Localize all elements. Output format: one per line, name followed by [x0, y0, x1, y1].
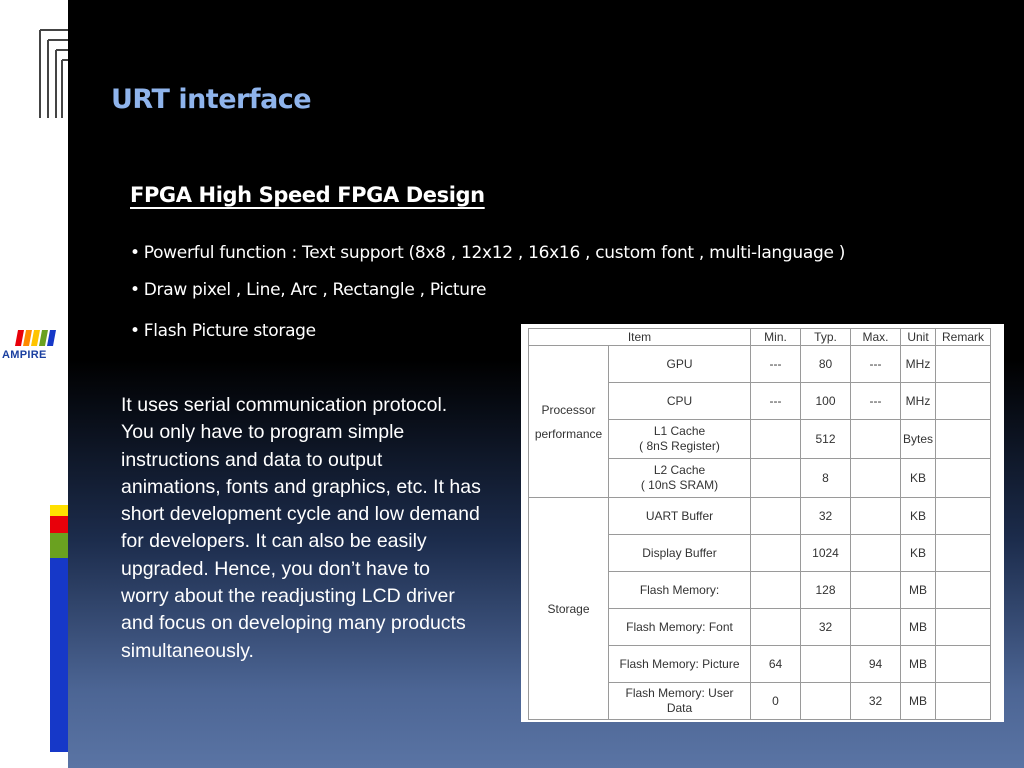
item-cell — [609, 535, 751, 572]
remark-cell — [936, 609, 991, 646]
min-cell: --- — [751, 346, 801, 383]
group-label: Processor — [541, 402, 596, 417]
item-cell — [609, 683, 751, 720]
typ-cell: 128 — [801, 572, 851, 609]
typ-cell: 512 — [801, 420, 851, 459]
group-label-cell — [529, 346, 609, 498]
table-row — [529, 498, 991, 535]
max-cell — [851, 498, 901, 535]
item-cell — [609, 459, 751, 498]
min-cell — [751, 459, 801, 498]
header-typ: Typ. — [801, 329, 851, 346]
group-label: Storage — [547, 601, 590, 616]
min-cell — [751, 420, 801, 459]
remark-cell — [936, 346, 991, 383]
header-min: Min. — [751, 329, 801, 346]
header-unit: Unit — [901, 329, 936, 346]
bullet-item: • Powerful function : Text support (8x8 , 12x12 , 16x16 , custom font , multi-language ) — [130, 243, 845, 263]
slide-subtitle: FPGA High Speed FPGA Design — [130, 183, 485, 207]
min-cell: --- — [751, 383, 801, 420]
remark-cell — [936, 459, 991, 498]
table-row — [529, 346, 991, 383]
spec-table-image — [521, 324, 1004, 722]
max-cell — [851, 459, 901, 498]
remark-cell — [936, 498, 991, 535]
typ-cell: 8 — [801, 459, 851, 498]
decorative-window-lines — [0, 0, 68, 150]
group-label: performance — [534, 426, 603, 441]
item-label: Display Buffer — [642, 545, 717, 560]
item-label: UART Buffer — [645, 508, 714, 523]
item-label: ( 10nS SRAM) — [640, 478, 719, 492]
typ-cell: 100 — [801, 383, 851, 420]
typ-cell: 1024 — [801, 535, 851, 572]
typ-cell — [801, 646, 851, 683]
unit-cell: MHz — [901, 346, 936, 383]
min-cell — [751, 609, 801, 646]
remark-cell — [936, 646, 991, 683]
item-label: GPU — [666, 356, 693, 371]
bullet-item: • Flash Picture storage — [130, 321, 316, 341]
item-label: ( 8nS Register) — [639, 439, 720, 453]
max-cell: --- — [851, 383, 901, 420]
item-label: L1 Cache — [653, 424, 706, 438]
unit-cell: KB — [901, 459, 936, 498]
item-cell — [609, 609, 751, 646]
typ-cell: 32 — [801, 609, 851, 646]
item-cell — [609, 572, 751, 609]
item-label: Flash Memory: Font — [626, 619, 733, 634]
color-bars — [50, 505, 68, 752]
unit-cell: KB — [901, 498, 936, 535]
item-label: CPU — [666, 393, 693, 408]
header-remark: Remark — [936, 329, 991, 346]
unit-cell: Bytes — [901, 420, 936, 459]
unit-cell: KB — [901, 535, 936, 572]
min-cell — [751, 498, 801, 535]
remark-cell — [936, 420, 991, 459]
item-cell — [609, 346, 751, 383]
description-paragraph: It uses serial communication protocol. You only have to program simple instructions and data to output animations, fonts and graphics, etc. It has short development cycle and low demand for developers. It can also be easily upgraded. Hence, you don’t have to worry about the readjusting LCD driver and focus on developing many products simultaneously. — [121, 394, 481, 662]
remark-cell — [936, 683, 991, 720]
header-item: Item — [529, 329, 751, 346]
item-label: Flash Memory: Picture — [619, 656, 740, 671]
header-max: Max. — [851, 329, 901, 346]
max-cell — [851, 535, 901, 572]
spec-table — [528, 328, 991, 720]
item-cell — [609, 498, 751, 535]
unit-cell: MB — [901, 683, 936, 720]
max-cell — [851, 572, 901, 609]
max-cell: --- — [851, 346, 901, 383]
spec-table-body — [529, 346, 991, 720]
group-label-cell — [529, 498, 609, 720]
bullet-item: • Draw pixel , Line, Arc , Rectangle , Picture — [130, 280, 486, 300]
slide-title: URT interface — [111, 84, 312, 115]
min-cell: 64 — [751, 646, 801, 683]
item-cell — [609, 420, 751, 459]
yellow-bar — [50, 505, 68, 516]
max-cell: 32 — [851, 683, 901, 720]
item-label: Data — [666, 701, 693, 715]
unit-cell: MB — [901, 646, 936, 683]
unit-cell: MB — [901, 609, 936, 646]
min-cell — [751, 572, 801, 609]
item-label: Flash Memory: User — [625, 686, 734, 700]
remark-cell — [936, 383, 991, 420]
min-cell: 0 — [751, 683, 801, 720]
remark-cell — [936, 572, 991, 609]
typ-cell: 32 — [801, 498, 851, 535]
red-bar — [50, 516, 68, 533]
typ-cell — [801, 683, 851, 720]
remark-cell — [936, 535, 991, 572]
typ-cell: 80 — [801, 346, 851, 383]
item-label: L2 Cache — [653, 463, 706, 477]
max-cell — [851, 420, 901, 459]
item-label: Flash Memory: — [639, 582, 720, 597]
max-cell: 94 — [851, 646, 901, 683]
unit-cell: MHz — [901, 383, 936, 420]
blue-bar — [50, 558, 68, 752]
green-bar — [50, 533, 68, 558]
ampire-logo-text: AMPIRE — [2, 349, 47, 361]
table-header-row — [529, 329, 991, 346]
item-cell — [609, 383, 751, 420]
unit-cell: MB — [901, 572, 936, 609]
min-cell — [751, 535, 801, 572]
item-cell — [609, 646, 751, 683]
max-cell — [851, 609, 901, 646]
